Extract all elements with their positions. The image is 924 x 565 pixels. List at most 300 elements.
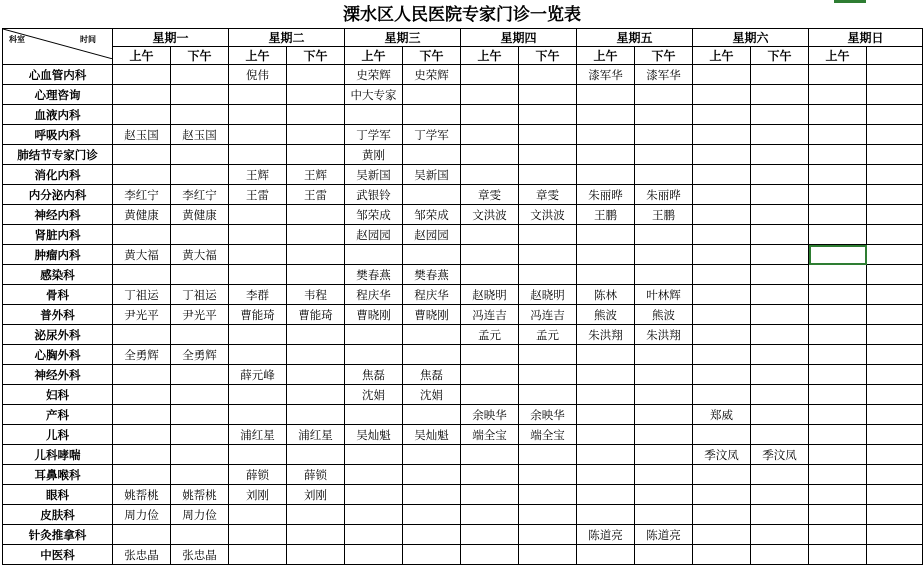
doctor-cell[interactable]: 曹能琦 — [287, 305, 345, 325]
doctor-cell[interactable] — [751, 485, 809, 505]
doctor-cell[interactable] — [867, 165, 923, 185]
doctor-cell[interactable] — [229, 245, 287, 265]
doctor-cell[interactable] — [229, 145, 287, 165]
doctor-cell[interactable]: 焦磊 — [345, 365, 403, 385]
doctor-cell[interactable] — [229, 525, 287, 545]
doctor-cell[interactable] — [519, 165, 577, 185]
doctor-cell[interactable] — [867, 465, 923, 485]
doctor-cell[interactable] — [693, 385, 751, 405]
doctor-cell[interactable]: 端全宝 — [519, 425, 577, 445]
doctor-cell[interactable]: 樊春燕 — [403, 265, 461, 285]
doctor-cell[interactable] — [113, 445, 171, 465]
doctor-cell[interactable]: 姚帮桃 — [171, 485, 229, 505]
doctor-cell[interactable] — [693, 505, 751, 525]
doctor-cell[interactable] — [867, 125, 923, 145]
doctor-cell[interactable] — [461, 525, 519, 545]
doctor-cell[interactable] — [171, 365, 229, 385]
doctor-cell[interactable] — [577, 485, 635, 505]
doctor-cell[interactable] — [635, 145, 693, 165]
doctor-cell[interactable] — [287, 265, 345, 285]
doctor-cell[interactable] — [635, 405, 693, 425]
doctor-cell[interactable] — [693, 245, 751, 265]
doctor-cell[interactable] — [171, 225, 229, 245]
doctor-cell[interactable] — [287, 65, 345, 85]
doctor-cell[interactable] — [287, 505, 345, 525]
doctor-cell[interactable] — [809, 405, 867, 425]
doctor-cell[interactable]: 王雷 — [229, 185, 287, 205]
doctor-cell[interactable]: 王鹏 — [635, 205, 693, 225]
doctor-cell[interactable]: 孟元 — [461, 325, 519, 345]
department-name[interactable]: 眼科 — [3, 485, 113, 505]
doctor-cell[interactable]: 尹光平 — [113, 305, 171, 325]
doctor-cell[interactable] — [171, 325, 229, 345]
doctor-cell[interactable] — [635, 465, 693, 485]
doctor-cell[interactable] — [171, 105, 229, 125]
doctor-cell[interactable] — [693, 85, 751, 105]
doctor-cell[interactable] — [751, 325, 809, 345]
doctor-cell[interactable]: 郑威 — [693, 405, 751, 425]
doctor-cell[interactable] — [751, 365, 809, 385]
doctor-cell[interactable]: 余映华 — [461, 405, 519, 425]
doctor-cell[interactable] — [809, 225, 867, 245]
doctor-cell[interactable] — [577, 345, 635, 365]
department-name[interactable]: 内分泌内科 — [3, 185, 113, 205]
doctor-cell[interactable] — [519, 525, 577, 545]
doctor-cell[interactable] — [171, 85, 229, 105]
doctor-cell[interactable] — [867, 85, 923, 105]
doctor-cell[interactable] — [113, 325, 171, 345]
doctor-cell[interactable] — [461, 445, 519, 465]
department-name[interactable]: 耳鼻喉科 — [3, 465, 113, 485]
doctor-cell[interactable] — [693, 365, 751, 385]
doctor-cell[interactable] — [751, 145, 809, 165]
doctor-cell[interactable]: 姚帮桃 — [113, 485, 171, 505]
doctor-cell[interactable]: 王辉 — [287, 165, 345, 185]
department-name[interactable]: 妇科 — [3, 385, 113, 405]
doctor-cell[interactable] — [809, 465, 867, 485]
doctor-cell[interactable] — [229, 445, 287, 465]
doctor-cell[interactable]: 季汶凤 — [751, 445, 809, 465]
department-name[interactable]: 针灸推拿科 — [3, 525, 113, 545]
doctor-cell[interactable] — [461, 145, 519, 165]
doctor-cell[interactable] — [809, 385, 867, 405]
doctor-cell[interactable] — [403, 345, 461, 365]
doctor-cell[interactable] — [809, 145, 867, 165]
doctor-cell[interactable] — [345, 505, 403, 525]
doctor-cell[interactable]: 王辉 — [229, 165, 287, 185]
doctor-cell[interactable]: 陈道亮 — [635, 525, 693, 545]
department-name[interactable]: 血液内科 — [3, 105, 113, 125]
doctor-cell[interactable] — [287, 385, 345, 405]
doctor-cell[interactable] — [461, 165, 519, 185]
doctor-cell[interactable] — [751, 225, 809, 245]
doctor-cell[interactable] — [751, 525, 809, 545]
doctor-cell[interactable] — [519, 505, 577, 525]
doctor-cell[interactable] — [867, 105, 923, 125]
doctor-cell[interactable] — [519, 345, 577, 365]
doctor-cell[interactable] — [867, 225, 923, 245]
doctor-cell[interactable]: 李群 — [229, 285, 287, 305]
doctor-cell[interactable] — [635, 485, 693, 505]
doctor-cell[interactable] — [693, 525, 751, 545]
doctor-cell[interactable] — [403, 105, 461, 125]
doctor-cell[interactable]: 吴灿魁 — [345, 425, 403, 445]
doctor-cell[interactable]: 曹能琦 — [229, 305, 287, 325]
doctor-cell[interactable] — [287, 345, 345, 365]
doctor-cell[interactable] — [345, 105, 403, 125]
doctor-cell[interactable] — [113, 365, 171, 385]
doctor-cell[interactable] — [519, 225, 577, 245]
doctor-cell[interactable] — [809, 505, 867, 525]
doctor-cell[interactable] — [693, 205, 751, 225]
doctor-cell[interactable] — [867, 505, 923, 525]
doctor-cell[interactable]: 文洪波 — [461, 205, 519, 225]
doctor-cell[interactable]: 黄健康 — [113, 205, 171, 225]
doctor-cell[interactable] — [577, 385, 635, 405]
doctor-cell[interactable] — [635, 505, 693, 525]
department-name[interactable]: 消化内科 — [3, 165, 113, 185]
doctor-cell[interactable]: 薛锁 — [287, 465, 345, 485]
doctor-cell[interactable]: 程庆华 — [403, 285, 461, 305]
doctor-cell[interactable] — [751, 205, 809, 225]
doctor-cell[interactable] — [171, 525, 229, 545]
doctor-cell[interactable] — [751, 165, 809, 185]
doctor-cell[interactable]: 朱洪翔 — [635, 325, 693, 345]
doctor-cell[interactable] — [635, 385, 693, 405]
doctor-cell[interactable]: 黄大福 — [113, 245, 171, 265]
doctor-cell[interactable] — [403, 145, 461, 165]
doctor-cell[interactable] — [519, 125, 577, 145]
doctor-cell[interactable]: 黄大福 — [171, 245, 229, 265]
doctor-cell[interactable] — [577, 85, 635, 105]
doctor-cell[interactable] — [693, 265, 751, 285]
doctor-cell[interactable] — [577, 125, 635, 145]
doctor-cell[interactable] — [287, 125, 345, 145]
doctor-cell[interactable] — [403, 445, 461, 465]
doctor-cell[interactable]: 漆军华 — [635, 65, 693, 85]
doctor-cell[interactable] — [693, 305, 751, 325]
doctor-cell[interactable] — [577, 465, 635, 485]
doctor-cell[interactable] — [635, 245, 693, 265]
doctor-cell[interactable] — [345, 465, 403, 485]
department-name[interactable]: 儿科哮喘 — [3, 445, 113, 465]
doctor-cell[interactable] — [171, 145, 229, 165]
doctor-cell[interactable] — [229, 505, 287, 525]
doctor-cell[interactable] — [867, 365, 923, 385]
doctor-cell[interactable] — [577, 225, 635, 245]
doctor-cell[interactable] — [751, 285, 809, 305]
doctor-cell[interactable] — [693, 345, 751, 365]
department-name[interactable]: 普外科 — [3, 305, 113, 325]
doctor-cell[interactable]: 李红宁 — [171, 185, 229, 205]
doctor-cell[interactable] — [345, 405, 403, 425]
doctor-cell[interactable]: 陈林 — [577, 285, 635, 305]
doctor-cell[interactable] — [403, 505, 461, 525]
doctor-cell[interactable]: 邹荣成 — [403, 205, 461, 225]
doctor-cell[interactable]: 朱洪翔 — [577, 325, 635, 345]
doctor-cell[interactable] — [345, 445, 403, 465]
doctor-cell[interactable]: 刘刚 — [229, 485, 287, 505]
doctor-cell[interactable]: 丁学军 — [403, 125, 461, 145]
doctor-cell[interactable]: 朱丽晔 — [577, 185, 635, 205]
doctor-cell[interactable] — [403, 465, 461, 485]
doctor-cell[interactable] — [751, 405, 809, 425]
doctor-cell[interactable] — [809, 485, 867, 505]
doctor-cell[interactable]: 季汶凤 — [693, 445, 751, 465]
doctor-cell[interactable] — [171, 385, 229, 405]
doctor-cell[interactable]: 黄健康 — [171, 205, 229, 225]
doctor-cell[interactable] — [635, 165, 693, 185]
doctor-cell[interactable] — [287, 405, 345, 425]
doctor-cell[interactable] — [809, 165, 867, 185]
doctor-cell[interactable] — [171, 405, 229, 425]
doctor-cell[interactable] — [577, 245, 635, 265]
doctor-cell[interactable] — [867, 265, 923, 285]
doctor-cell[interactable] — [229, 125, 287, 145]
doctor-cell[interactable] — [867, 305, 923, 325]
doctor-cell[interactable]: 张忠晶 — [113, 545, 171, 565]
doctor-cell[interactable] — [577, 365, 635, 385]
department-name[interactable]: 中医科 — [3, 545, 113, 565]
doctor-cell[interactable] — [345, 245, 403, 265]
doctor-cell[interactable] — [577, 405, 635, 425]
doctor-cell[interactable] — [287, 145, 345, 165]
doctor-cell[interactable] — [519, 145, 577, 165]
doctor-cell[interactable]: 史荣辉 — [345, 65, 403, 85]
doctor-cell[interactable] — [809, 265, 867, 285]
doctor-cell[interactable] — [867, 405, 923, 425]
doctor-cell[interactable]: 丁祖运 — [171, 285, 229, 305]
doctor-cell[interactable] — [693, 285, 751, 305]
doctor-cell[interactable]: 熊波 — [577, 305, 635, 325]
doctor-cell[interactable] — [867, 445, 923, 465]
doctor-cell[interactable] — [171, 465, 229, 485]
doctor-cell[interactable]: 章雯 — [461, 185, 519, 205]
doctor-cell[interactable]: 韦程 — [287, 285, 345, 305]
doctor-cell[interactable] — [809, 345, 867, 365]
doctor-cell[interactable] — [345, 525, 403, 545]
doctor-cell[interactable] — [287, 245, 345, 265]
doctor-cell[interactable]: 赵园园 — [345, 225, 403, 245]
doctor-cell[interactable] — [287, 225, 345, 245]
doctor-cell[interactable] — [693, 185, 751, 205]
doctor-cell[interactable] — [519, 485, 577, 505]
doctor-cell[interactable] — [403, 525, 461, 545]
doctor-cell[interactable]: 冯连吉 — [519, 305, 577, 325]
doctor-cell[interactable] — [867, 485, 923, 505]
doctor-cell[interactable] — [287, 105, 345, 125]
department-name[interactable]: 肺结节专家门诊 — [3, 145, 113, 165]
doctor-cell[interactable]: 吴新国 — [403, 165, 461, 185]
doctor-cell[interactable] — [519, 245, 577, 265]
doctor-cell[interactable] — [809, 105, 867, 125]
department-name[interactable]: 感染科 — [3, 265, 113, 285]
doctor-cell[interactable] — [751, 305, 809, 325]
doctor-cell[interactable] — [693, 465, 751, 485]
doctor-cell[interactable] — [461, 485, 519, 505]
doctor-cell[interactable] — [287, 205, 345, 225]
doctor-cell[interactable] — [519, 385, 577, 405]
department-name[interactable]: 产科 — [3, 405, 113, 425]
doctor-cell[interactable] — [867, 425, 923, 445]
doctor-cell[interactable] — [345, 325, 403, 345]
doctor-cell[interactable] — [577, 265, 635, 285]
doctor-cell[interactable] — [577, 165, 635, 185]
department-name[interactable]: 心胸外科 — [3, 345, 113, 365]
doctor-cell[interactable]: 黄刚 — [345, 145, 403, 165]
doctor-cell[interactable]: 熊波 — [635, 305, 693, 325]
doctor-cell[interactable] — [171, 65, 229, 85]
doctor-cell[interactable] — [461, 125, 519, 145]
department-name[interactable]: 心血管内科 — [3, 65, 113, 85]
doctor-cell[interactable] — [635, 125, 693, 145]
doctor-cell[interactable] — [461, 65, 519, 85]
doctor-cell[interactable] — [403, 485, 461, 505]
doctor-cell[interactable]: 邹荣成 — [345, 205, 403, 225]
doctor-cell[interactable]: 张忠晶 — [171, 545, 229, 565]
doctor-cell[interactable]: 尹光平 — [171, 305, 229, 325]
doctor-cell[interactable]: 端全宝 — [461, 425, 519, 445]
doctor-cell[interactable] — [693, 325, 751, 345]
doctor-cell[interactable] — [171, 425, 229, 445]
doctor-cell[interactable] — [287, 445, 345, 465]
doctor-cell[interactable] — [751, 85, 809, 105]
department-name[interactable]: 骨科 — [3, 285, 113, 305]
doctor-cell[interactable]: 赵晓明 — [519, 285, 577, 305]
doctor-cell[interactable]: 丁学军 — [345, 125, 403, 145]
doctor-cell[interactable] — [635, 105, 693, 125]
doctor-cell[interactable]: 薛元峰 — [229, 365, 287, 385]
doctor-cell[interactable]: 李红宁 — [113, 185, 171, 205]
doctor-cell[interactable]: 赵园园 — [403, 225, 461, 245]
doctor-cell[interactable] — [809, 125, 867, 145]
doctor-cell[interactable] — [171, 265, 229, 285]
doctor-cell[interactable] — [113, 145, 171, 165]
doctor-cell[interactable] — [403, 405, 461, 425]
doctor-cell[interactable]: 史荣辉 — [403, 65, 461, 85]
doctor-cell[interactable] — [461, 85, 519, 105]
doctor-cell[interactable] — [461, 225, 519, 245]
doctor-cell[interactable] — [519, 85, 577, 105]
doctor-cell[interactable] — [867, 525, 923, 545]
doctor-cell[interactable] — [287, 365, 345, 385]
doctor-cell[interactable] — [403, 185, 461, 205]
doctor-cell[interactable] — [635, 265, 693, 285]
doctor-cell[interactable] — [635, 365, 693, 385]
doctor-cell[interactable] — [693, 425, 751, 445]
doctor-cell[interactable]: 赵晓明 — [461, 285, 519, 305]
doctor-cell[interactable]: 漆军华 — [577, 65, 635, 85]
doctor-cell[interactable] — [461, 465, 519, 485]
doctor-cell[interactable]: 陈道亮 — [577, 525, 635, 545]
doctor-cell[interactable]: 冯连吉 — [461, 305, 519, 325]
department-name[interactable]: 神经内科 — [3, 205, 113, 225]
doctor-cell[interactable] — [229, 105, 287, 125]
doctor-cell[interactable] — [809, 365, 867, 385]
doctor-cell[interactable] — [809, 65, 867, 85]
doctor-cell[interactable]: 全勇辉 — [113, 345, 171, 365]
doctor-cell[interactable]: 章雯 — [519, 185, 577, 205]
doctor-cell[interactable]: 浦红星 — [287, 425, 345, 445]
doctor-cell[interactable] — [519, 105, 577, 125]
doctor-cell[interactable] — [635, 85, 693, 105]
doctor-cell[interactable] — [403, 85, 461, 105]
doctor-cell[interactable] — [751, 105, 809, 125]
doctor-cell[interactable] — [577, 105, 635, 125]
doctor-cell[interactable] — [693, 165, 751, 185]
doctor-cell[interactable] — [751, 65, 809, 85]
doctor-cell[interactable] — [751, 465, 809, 485]
doctor-cell[interactable] — [751, 125, 809, 145]
doctor-cell[interactable] — [867, 145, 923, 165]
doctor-cell[interactable] — [809, 305, 867, 325]
doctor-cell[interactable] — [287, 525, 345, 545]
doctor-cell[interactable] — [519, 265, 577, 285]
doctor-cell[interactable]: 薛锁 — [229, 465, 287, 485]
department-name[interactable]: 呼吸内科 — [3, 125, 113, 145]
doctor-cell[interactable] — [635, 425, 693, 445]
doctor-cell[interactable] — [867, 285, 923, 305]
doctor-cell[interactable] — [867, 205, 923, 225]
doctor-cell[interactable]: 王鹏 — [577, 205, 635, 225]
doctor-cell[interactable] — [519, 445, 577, 465]
doctor-cell[interactable] — [809, 85, 867, 105]
doctor-cell[interactable]: 赵玉国 — [113, 125, 171, 145]
doctor-cell[interactable] — [693, 225, 751, 245]
doctor-cell[interactable]: 刘刚 — [287, 485, 345, 505]
doctor-cell[interactable] — [461, 265, 519, 285]
doctor-cell[interactable] — [577, 425, 635, 445]
doctor-cell[interactable] — [867, 385, 923, 405]
doctor-cell[interactable] — [229, 325, 287, 345]
doctor-cell[interactable] — [113, 165, 171, 185]
doctor-cell[interactable] — [345, 485, 403, 505]
doctor-cell[interactable]: 中大专家 — [345, 85, 403, 105]
doctor-cell[interactable]: 全勇辉 — [171, 345, 229, 365]
doctor-cell[interactable] — [287, 325, 345, 345]
doctor-cell[interactable] — [693, 485, 751, 505]
doctor-cell[interactable] — [809, 185, 867, 205]
doctor-cell[interactable] — [751, 425, 809, 445]
doctor-cell[interactable] — [113, 385, 171, 405]
doctor-cell[interactable] — [113, 65, 171, 85]
department-name[interactable]: 神经外科 — [3, 365, 113, 385]
doctor-cell[interactable] — [693, 105, 751, 125]
doctor-cell[interactable] — [751, 385, 809, 405]
doctor-cell[interactable] — [519, 65, 577, 85]
doctor-cell[interactable] — [635, 345, 693, 365]
department-name[interactable]: 肿瘤内科 — [3, 245, 113, 265]
doctor-cell[interactable] — [113, 405, 171, 425]
doctor-cell[interactable]: 朱丽晔 — [635, 185, 693, 205]
doctor-cell[interactable] — [113, 265, 171, 285]
doctor-cell[interactable]: 余映华 — [519, 405, 577, 425]
doctor-cell[interactable]: 孟元 — [519, 325, 577, 345]
doctor-cell[interactable] — [113, 465, 171, 485]
doctor-cell[interactable] — [693, 125, 751, 145]
doctor-cell[interactable] — [229, 265, 287, 285]
department-name[interactable]: 心理咨询 — [3, 85, 113, 105]
doctor-cell[interactable] — [229, 85, 287, 105]
doctor-cell[interactable]: 吴新国 — [345, 165, 403, 185]
doctor-cell[interactable] — [751, 265, 809, 285]
doctor-cell[interactable] — [461, 245, 519, 265]
doctor-cell[interactable] — [229, 225, 287, 245]
doctor-cell[interactable] — [113, 425, 171, 445]
doctor-cell[interactable] — [751, 505, 809, 525]
department-name[interactable]: 皮肤科 — [3, 505, 113, 525]
doctor-cell[interactable]: 倪伟 — [229, 65, 287, 85]
